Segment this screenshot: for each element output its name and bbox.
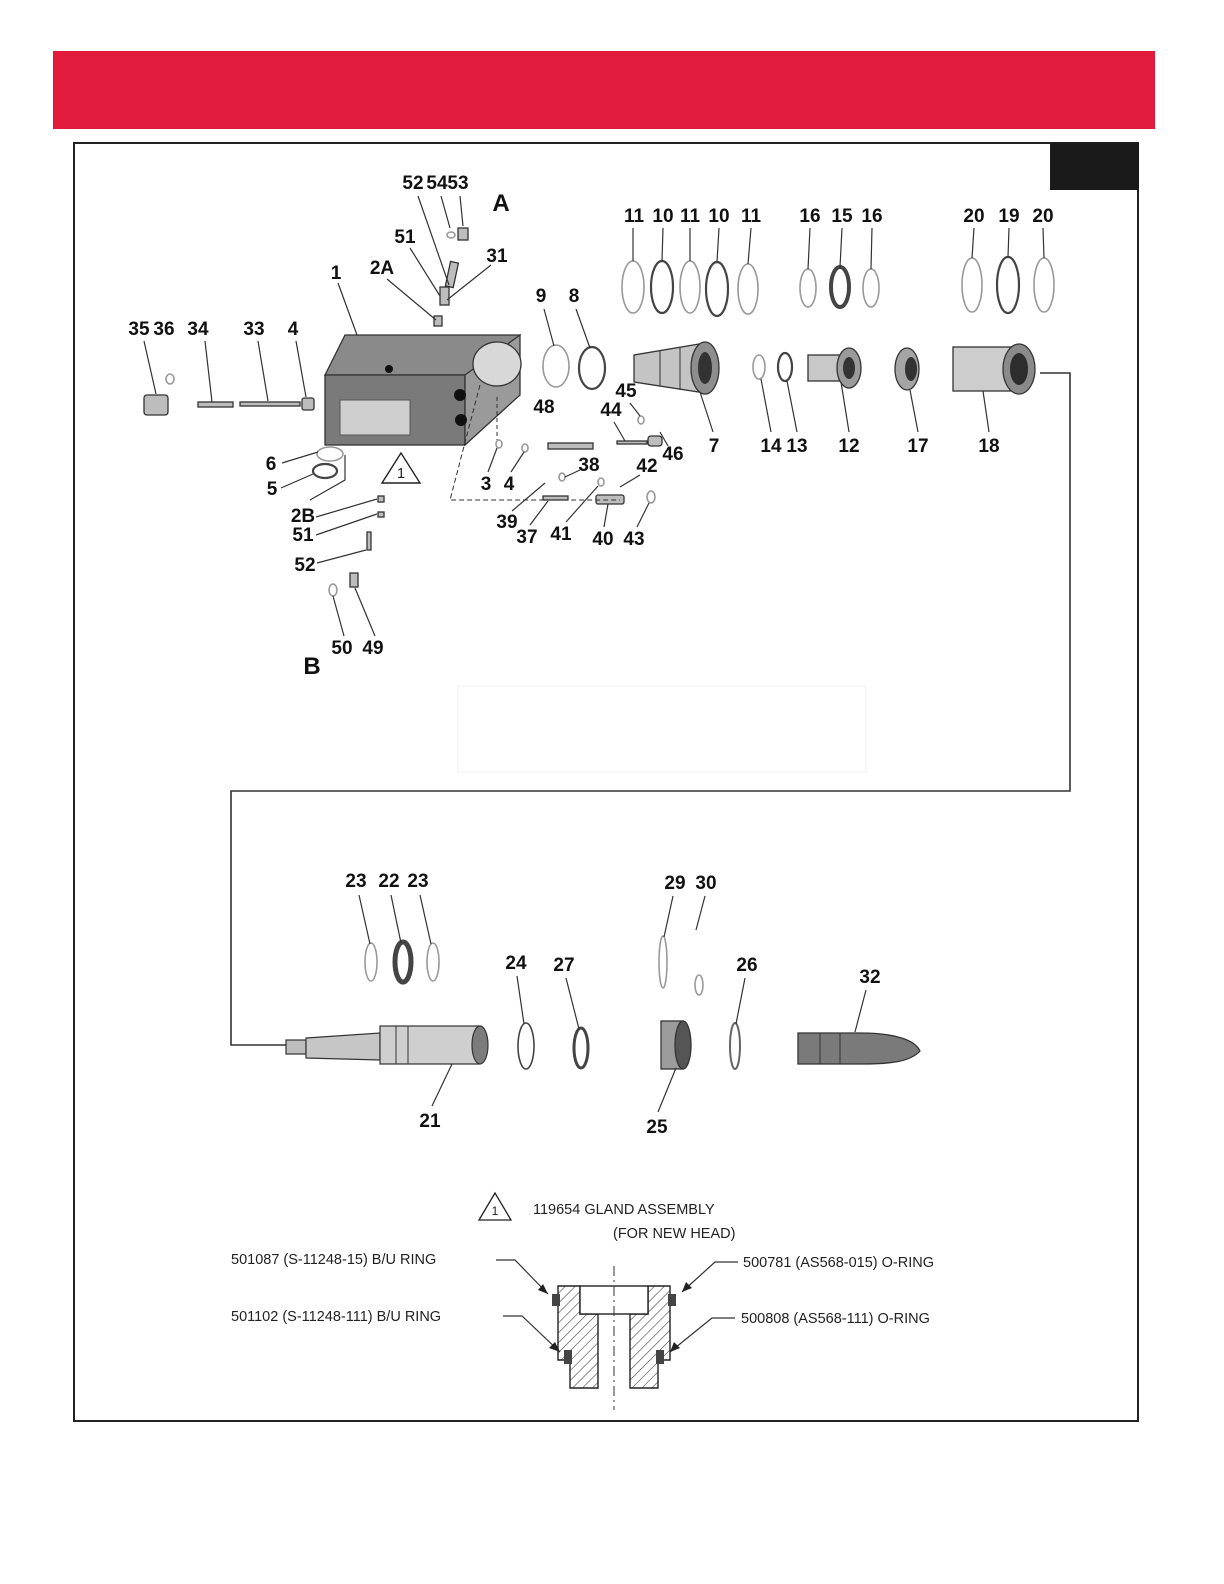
callout-33: 33: [243, 319, 265, 340]
callout-16b: 16: [861, 206, 883, 227]
part-25-sleeve: [661, 1021, 691, 1069]
part-53-screw: [458, 228, 468, 240]
callout-36: 36: [153, 319, 175, 340]
part-52-pin: [445, 261, 458, 287]
callout-29: 29: [664, 873, 686, 894]
callout-42: 42: [636, 456, 658, 477]
callout-11b: 11: [679, 206, 701, 227]
part-41-ring: [598, 478, 604, 486]
part-54-ring: [447, 232, 455, 238]
callout-16a: 16: [799, 206, 821, 227]
callout-14: 14: [760, 436, 782, 457]
callout-23a: 23: [345, 871, 367, 892]
callout-17: 17: [907, 436, 929, 457]
callout-13: 13: [786, 436, 808, 457]
callout-50: 50: [331, 638, 353, 659]
gland-label-left-1: 501087 (S-11248-15) B/U RING: [231, 1252, 437, 1268]
callout-7: 7: [708, 436, 720, 457]
part-16-ring-a: [800, 269, 816, 307]
callout-39: 39: [496, 512, 518, 533]
part-3-ring: [496, 440, 502, 448]
part-12-sleeve: [808, 348, 861, 388]
part-36-oring: [166, 374, 174, 384]
callout-24: 24: [505, 953, 527, 974]
gland-label-left-2: 501102 (S-11248-111) B/U RING: [231, 1309, 442, 1325]
callout-27: 27: [553, 955, 575, 976]
callout-43: 43: [623, 529, 645, 550]
part-8-ring: [579, 347, 605, 389]
view-label-b: B: [303, 653, 321, 680]
callout-2a: 2A: [369, 258, 395, 279]
part-9-ring: [543, 345, 569, 387]
callout-8: 8: [568, 286, 580, 307]
part-11-ring-a: [622, 261, 644, 313]
gland-reference-triangle: [382, 453, 420, 483]
part-43-ring: [647, 491, 655, 503]
part-22-ring: [395, 942, 411, 982]
blank-label-area: [458, 686, 866, 772]
callout-10a: 10: [652, 206, 674, 227]
callout-1: 1: [330, 263, 342, 284]
part-34-pin: [198, 402, 233, 407]
callout-23b: 23: [407, 871, 429, 892]
corner-tab: [1050, 143, 1139, 190]
part-head-block: [325, 335, 521, 445]
gland-assembly-title: 119654 GLAND ASSEMBLY: [533, 1202, 715, 1218]
view-label-a: A: [492, 190, 510, 217]
callout-15: 15: [831, 206, 853, 227]
part-46-valve: [648, 436, 662, 446]
callout-51b: 51: [292, 525, 314, 546]
leader-lines-bottom: [359, 895, 866, 1112]
callout-labels: [128, 173, 1053, 1138]
part-20-ring-b: [1034, 258, 1054, 312]
part-4-fitting: [302, 398, 314, 410]
part-38-ring: [559, 473, 565, 481]
callout-38: 38: [578, 455, 600, 476]
part-23-ring-a: [365, 943, 377, 981]
callout-9: 9: [535, 286, 547, 307]
part-7-gland: [634, 342, 719, 394]
callout-20a: 20: [963, 206, 985, 227]
callout-46: 46: [662, 444, 684, 465]
part-35-plug: [144, 395, 168, 415]
part-21-piston-rod: [286, 1026, 488, 1064]
part-10-ring-a: [651, 261, 673, 313]
callout-45: 45: [615, 381, 637, 402]
callout-12: 12: [838, 436, 860, 457]
part-19-ring: [997, 257, 1019, 313]
part-51b-pin: [378, 512, 384, 517]
part-5-ring: [313, 464, 337, 478]
callout-44: 44: [600, 400, 622, 421]
part-48-spring: [548, 443, 593, 449]
callout-19: 19: [998, 206, 1020, 227]
part-14-ring: [753, 355, 765, 379]
part-30-ring: [695, 975, 703, 995]
part-32-nose-tip: [798, 1033, 920, 1064]
part-45-ring: [638, 416, 644, 424]
callout-4b: 4: [503, 474, 515, 495]
part-37-pin: [543, 496, 568, 500]
leader-lines-top: [144, 196, 1044, 636]
part-33-pin: [240, 402, 300, 406]
part-16-ring-b: [863, 269, 879, 307]
callout-53: 53: [447, 173, 469, 194]
callout-4a: 4: [287, 319, 299, 340]
part-13-ring: [778, 353, 792, 381]
part-4b-ring: [522, 444, 528, 452]
callout-6: 6: [265, 454, 277, 475]
part-20-ring-a: [962, 258, 982, 312]
part-44-pin: [617, 441, 647, 444]
callout-11c: 11: [740, 206, 762, 227]
svg-text:1: 1: [396, 466, 406, 482]
callout-22: 22: [378, 871, 400, 892]
gland-label-right-1: 500781 (AS568-015) O-RING: [743, 1255, 935, 1271]
callout-35: 35: [128, 319, 150, 340]
part-18-housing: [953, 344, 1035, 394]
callout-11a: 11: [623, 206, 645, 227]
callout-20b: 20: [1032, 206, 1054, 227]
part-2b-pin: [378, 496, 384, 502]
callout-34: 34: [187, 319, 209, 340]
callout-48: 48: [533, 397, 555, 418]
callout-52a: 52: [402, 173, 424, 194]
callout-2b: 2B: [290, 506, 316, 527]
part-27-ring: [574, 1028, 588, 1068]
gland-assembly-subtitle: (FOR NEW HEAD): [613, 1226, 736, 1242]
part-26-ring: [730, 1023, 740, 1069]
callout-25: 25: [646, 1117, 668, 1138]
callout-5: 5: [266, 479, 278, 500]
callout-51a: 51: [394, 227, 416, 248]
part-6-ring: [317, 447, 343, 461]
part-10-ring-b: [706, 262, 728, 316]
part-17-nut: [895, 348, 919, 390]
callout-40: 40: [592, 529, 614, 550]
part-15-ring: [831, 267, 849, 307]
callout-37: 37: [516, 527, 538, 548]
callout-54: 54: [426, 173, 448, 194]
gland-ref-triangle: [479, 1193, 511, 1220]
callout-10b: 10: [708, 206, 730, 227]
part-52b-pin: [367, 532, 371, 550]
part-11-ring-b: [680, 261, 700, 313]
callout-3: 3: [480, 474, 492, 495]
gland-label-right-2: 500808 (AS568-111) O-RING: [741, 1311, 930, 1327]
part-50-ring: [329, 584, 337, 596]
part-24-ring: [518, 1023, 534, 1069]
callout-41: 41: [550, 524, 572, 545]
part-11-ring-c: [738, 264, 758, 314]
callout-30: 30: [695, 873, 717, 894]
gland-cross-section: [552, 1266, 676, 1410]
callout-31: 31: [486, 246, 508, 267]
callout-49: 49: [362, 638, 384, 659]
part-2a-pin: [434, 316, 442, 326]
callout-52b: 52: [294, 555, 316, 576]
callout-26: 26: [736, 955, 758, 976]
callout-18: 18: [978, 436, 1000, 457]
part-29-ring: [659, 936, 667, 988]
part-31-pin: [440, 287, 449, 305]
svg-text:1: 1: [491, 1204, 499, 1218]
gland-assembly-section: [231, 1193, 934, 1410]
callout-21: 21: [419, 1111, 441, 1132]
part-49-screw: [350, 573, 358, 587]
part-23-ring-b: [427, 943, 439, 981]
callout-32: 32: [859, 967, 881, 988]
